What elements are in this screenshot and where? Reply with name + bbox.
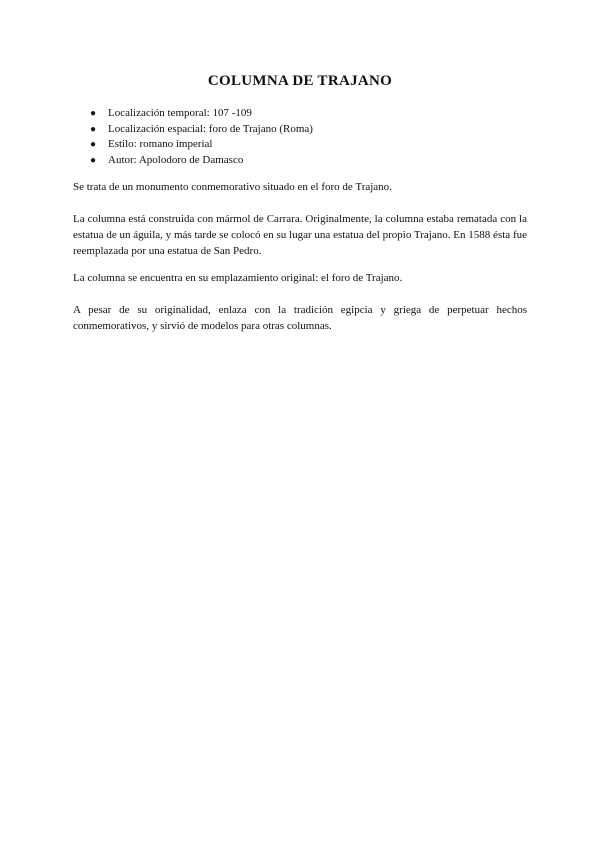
bullet-icon: ●: [90, 154, 97, 166]
list-item-text: Localización temporal: 107 -109: [108, 107, 252, 119]
list-item: [74, 122, 534, 138]
paragraph-intro: Se trata de un monumento conmemorativo situado en el foro de Trajano.: [73, 181, 392, 193]
bullet-icon: ●: [90, 139, 97, 150]
paragraph-influence: A pesar de su originalidad, enlaza con la tradición egipcia y griega de perpetuar hechos conmemorativos, y sirvió de modelos para otras columnas.: [73, 304, 527, 332]
page-title: COLUMNA DE TRAJANO: [207, 73, 393, 89]
list-item: [74, 153, 534, 169]
list-item: [74, 137, 534, 153]
paragraph-location: La columna se encuentra en su emplazamiento original: el foro de Trajano.: [73, 272, 403, 284]
list-item-text: Localización espacial: foro de Trajano (Roma): [108, 122, 313, 135]
bullet-icon: ●: [90, 123, 97, 135]
list-item-text: Estilo: romano imperial: [108, 138, 213, 150]
paragraph-materials: La columna está construida con mármol de Carrara. Originalmente, la columna estaba rematada con la estatua de un águila, y más tarde se colocó en su lugar una estatua del propio Trajano. En 1588 ésta fue reemplazada por una estatua de San Pedro.: [73, 213, 527, 257]
list-item: [74, 106, 534, 122]
list-item-text: Autor: Apolodoro de Damasco: [108, 153, 244, 166]
bullet-icon: ●: [90, 108, 97, 119]
info-list: [74, 106, 534, 168]
